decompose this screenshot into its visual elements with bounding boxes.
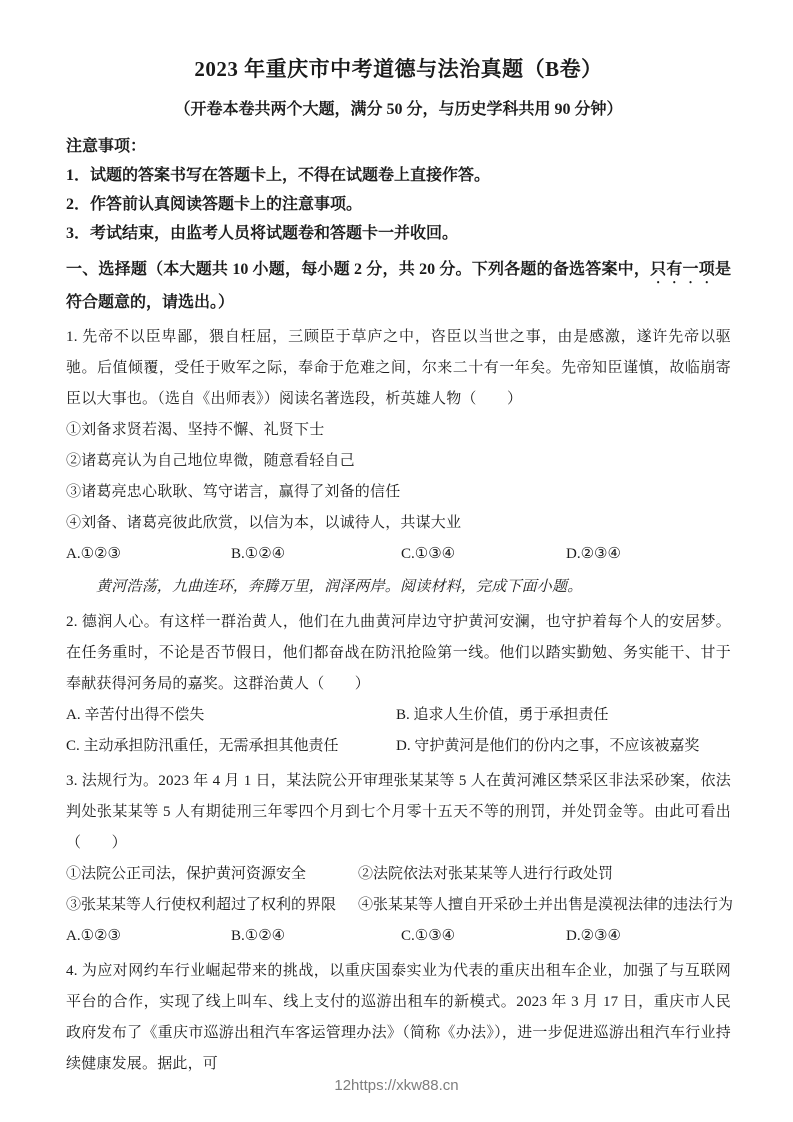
question-3-stem: 3. 法规行为。2023 年 4 月 1 日，某法院公开审理张某某等 5 人在黄河滩区禁采区非法采砂案，依法判处张某某等 5 人有期徒刑三年零四个月到七个月零十五天不等的刑罚，并处罚金等。由此可看出（ ）: [66, 773, 731, 851]
question-3: [66, 766, 734, 952]
notice-item-3: 3．考试结束，由监考人员将试题卷和答题卡一并收回。: [66, 225, 459, 242]
question-2-stem: 2. 德润人心。有这样一群治黄人，他们在九曲黄河岸边守护黄河安澜，也守护着每个人的安居梦。在任务重时，不论是否节假日，他们都奋战在防汛抢险第一线。他们以踏实勤勉、务实能干、甘于奉献获得河务局的嘉奖。这群治黄人（ ）: [66, 614, 731, 692]
page-footer: [0, 1077, 793, 1094]
question-4-stem: 4. 为应对网约车行业崛起带来的挑战，以重庆国泰实业为代表的重庆出租车企业，加强了与互联网平台的合作，实现了线上叫车、线上支付的巡游出租车的新模式。2023 年 3 月 17 日，重庆市人民政府发布了《重庆市巡游出租汽车客运管理办法》（简称《办法》），进一步促进巡游出租汽车行业持续健康发展。据此，可: [66, 963, 731, 1072]
question-1-statement-2: ②诸葛亮认为自己地位卑微，随意看轻自己: [66, 453, 355, 469]
question-3-statement-2: ②法院依法对张某某等人进行行政处罚: [358, 866, 614, 882]
question-1-statement-1: ①刘备求贤若渴、坚持不懈、礼贤下士: [66, 422, 325, 438]
question-1-statement-3: ③诸葛亮忠心耿耿、笃守诺言，赢得了刘备的信任: [66, 484, 401, 500]
notice-heading: 注意事项：: [66, 138, 147, 155]
question-2-choice-d: D. 守护黄河是他们的份内之事，不应该被嘉奖: [396, 738, 700, 754]
section-heading-emphasis: 只有一项: [650, 261, 715, 278]
question-3-choice-c: C.①③④: [401, 928, 456, 944]
footer-watermark-link: 12https://xkw88.cn: [334, 1077, 459, 1094]
question-2-choice-a: A. 辛苦付出得不偿失: [66, 707, 205, 723]
question-3-choice-a: A.①②③: [66, 928, 121, 944]
question-1-choices: [66, 539, 731, 570]
question-1-stem: 1. 先帝不以臣卑鄙，猥自枉屈，三顾臣于草庐之中，咨臣以当世之事，由是感激，遂许先帝以驱驰。后值倾覆，受任于败军之际，奉命于危难之间，尔来二十有一年矣。先帝知臣谨慎，故临崩寄臣以大事也。（选自《出师表》）阅读名著选段，析英雄人物（ ）: [66, 329, 731, 407]
question-2: [66, 607, 731, 762]
question-3-statements: [66, 859, 734, 921]
section-heading-text: 一、选择题（本大题共 10 小题，每小题 2 分，共 20 分。下列各题的备选答案中，: [66, 261, 651, 278]
question-1-choice-d: D.②③④: [566, 546, 621, 562]
notice-section: [66, 132, 731, 248]
question-2-choice-c: C. 主动承担防汛重任，无需承担其他责任: [66, 738, 339, 754]
question-3-statement-4: ④张某某等人擅自开采砂土并出售是漠视法律的违法行为: [358, 897, 734, 913]
question-1-choice-a: A.①②③: [66, 546, 121, 562]
question-4: [66, 956, 731, 1080]
page-title: 2023 年重庆市中考道德与法治真题（B卷）: [194, 57, 603, 81]
notice-item-1: 1．试题的答案书写在答题卡上，不得在试题卷上直接作答。: [66, 167, 491, 184]
notice-item-2: 2．作答前认真阅读答题卡上的注意事项。: [66, 196, 363, 213]
question-2-choices: [66, 700, 731, 762]
section-one-heading: [66, 254, 731, 318]
page-subtitle: （开卷本卷共两个大题，满分 50 分，与历史学科共用 90 分钟）: [174, 101, 623, 118]
material-passage: 黄河浩荡，九曲连环，奔腾万里，润泽两岸。阅读材料，完成下面小题。: [96, 579, 583, 595]
question-3-statement-1: ①法院公正司法，保护黄河资源安全: [66, 866, 307, 882]
question-3-choices: [66, 921, 731, 952]
section-heading-tail: 是符合题意的，请选出。）: [66, 261, 731, 311]
question-1-choice-b: B.①②④: [231, 546, 286, 562]
question-1-statement-4: ④刘备、诸葛亮彼此欣赏，以信为本，以诚待人，共谋大业: [66, 515, 462, 531]
question-1-choice-c: C.①③④: [401, 546, 456, 562]
question-3-choice-b: B.①②④: [231, 928, 286, 944]
question-3-choice-d: D.②③④: [566, 928, 621, 944]
question-2-choice-b: B. 追求人生价值，勇于承担责任: [396, 707, 609, 723]
question-3-statement-3: ③张某某等人行使权利超过了权利的界限: [66, 897, 337, 913]
question-1: [66, 322, 731, 570]
